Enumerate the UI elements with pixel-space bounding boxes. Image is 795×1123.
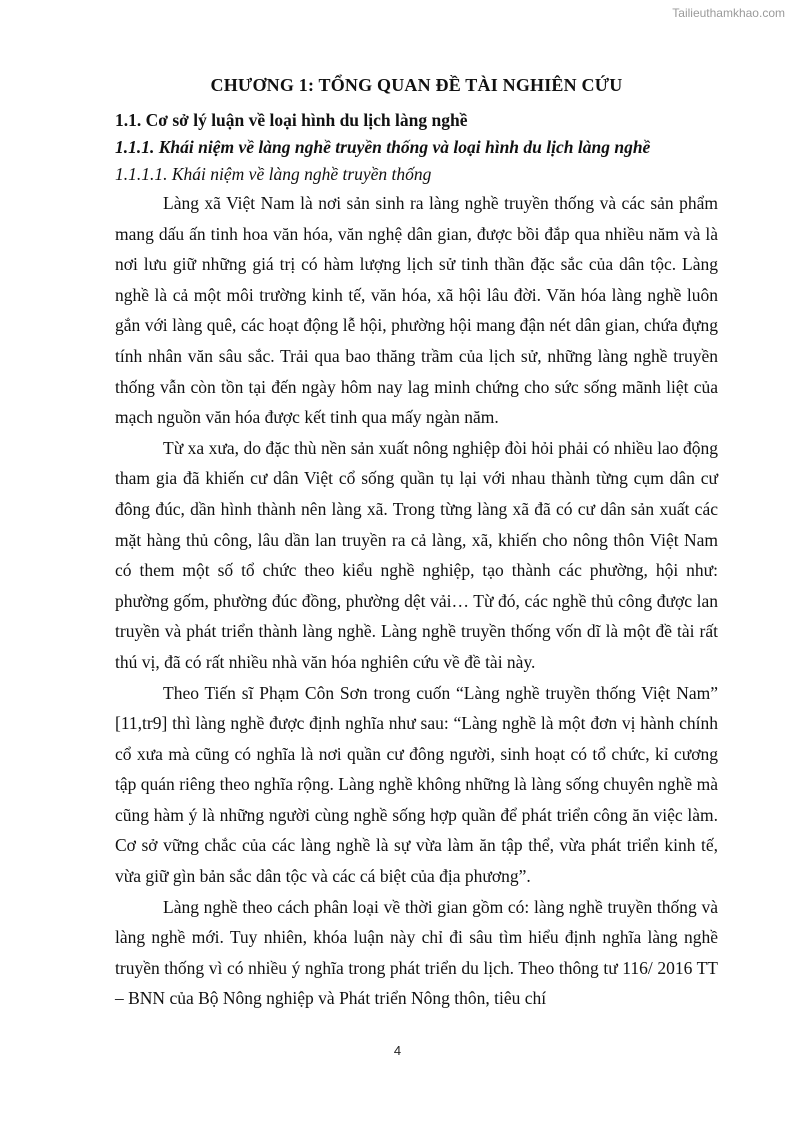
- section-heading-1-1-1: 1.1.1. Khái niệm về làng nghề truyền thống và loại hình du lịch làng nghề: [115, 137, 651, 157]
- section-heading-1-1-1-1: 1.1.1.1. Khái niệm về làng nghề truyền thống: [115, 164, 432, 184]
- paragraph-3: Theo Tiến sĩ Phạm Côn Sơn trong cuốn “Làng nghề truyền thống Việt Nam” [11,tr9] thì làng nghề được định nghĩa như sau: “Làng nghề là một đơn vị hành chính cổ xưa mà cũng có nghĩa là nơi quần cư đông người, sinh hoạt có tổ chức, kỉ cương tập quán riêng theo nghĩa rộng. Làng nghề không những là làng sống chuyên nghề mà cũng hàm ý là những người cùng nghề sống hợp quần để phát triển công ăn việc làm. Cơ sở vững chắc của các làng nghề là sự vừa làm ăn tập thể, vừa phát triển kinh tế, vừa giữ gìn bản sắc dân tộc và các cá biệt của địa phương”.: [115, 682, 718, 887]
- chapter-title: CHƯƠNG 1: TỔNG QUAN ĐỀ TÀI NGHIÊN CỨU: [210, 75, 623, 95]
- paragraph-4: Làng nghề theo cách phân loại về thời gian gồm có: làng nghề truyền thống và làng nghề mới. Tuy nhiên, khóa luận này chỉ đi sâu tìm hiểu định nghĩa làng nghề truyền thống vì có nhiều ý nghĩa trong phát triển du lịch. Theo thông tư 116/ 2016 TT – BNN của Bộ Nông nghiệp và Phát triển Nông thôn, tiêu chí: [115, 896, 718, 1009]
- section-heading-1-1: 1.1. Cơ sở lý luận về loại hình du lịch làng nghề: [115, 110, 468, 130]
- page-number: 4: [393, 1043, 402, 1058]
- paragraph-2: Từ xa xưa, do đặc thù nền sản xuất nông nghiệp đòi hỏi phải có nhiều lao động tham gia đã khiến cư dân Việt cổ sống quần tụ lại với nhau thành từng cụm dân cư đông đúc, dần hình thành nên làng xã. Trong từng làng xã đã có cư dân sản xuất các mặt hàng thủ công, lâu dần lan truyền ra cả làng, xã, khiến cho nông thôn Việt Nam có them một số tổ chức theo kiểu nghề nghiệp, tạo thành các phường, hội như: phường gốm, phường đúc đồng, phường dệt vải… Từ đó, các nghề thủ công được lan truyền và phát triển thành làng nghề. Làng nghề truyền thống vốn dĩ là một đề tài rất thú vị, đã có rất nhiều nhà văn hóa nghiên cứu về đề tài này.: [115, 437, 718, 672]
- paragraph-1: Làng xã Việt Nam là nơi sản sinh ra làng nghề truyền thống và các sản phẩm mang dấu ấn tinh hoa văn hóa, văn nghệ dân gian, được bồi đắp qua nhiều năm và là nơi lưu giữ những giá trị có hàm lượng lịch sử tinh thần đặc sắc của dân tộc. Làng nghề là cả một môi trường kinh tế, văn hóa, xã hội lâu đời. Văn hóa làng nghề luôn gắn với làng quê, các hoạt động lễ hội, phường hội mang đận nét dân gian, chứa đựng tính nhân văn sâu sắc. Trải qua bao thăng trầm của lịch sử, những làng nghề truyền thống vẫn còn tồn tại đến ngày hôm nay lag minh chứng cho sức sống mãnh liệt của mạch nguồn văn hóa được kết tinh qua mấy ngàn năm.: [115, 193, 718, 428]
- watermark: Tailieuthamkhao.com: [672, 6, 785, 20]
- document-body: [115, 72, 718, 1014]
